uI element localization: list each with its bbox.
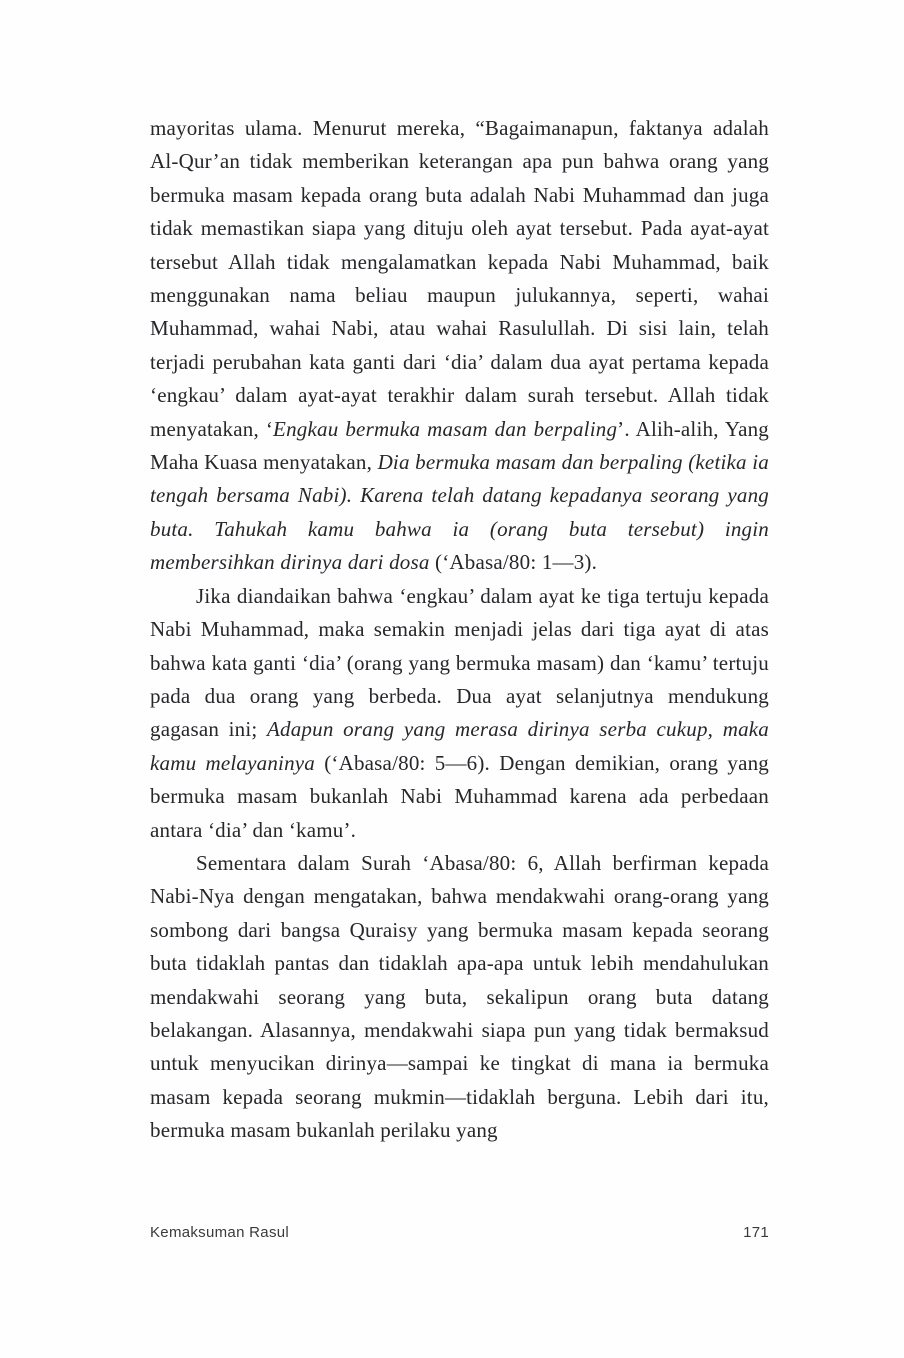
text-segment: mayoritas ulama. Menurut mereka, “Bagaimanapun, faktanya adalah Al-Qur’an tidak memberikan keterangan apa pun bahwa orang yang bermuka masam kepada orang buta adalah Nabi Muhammad dan juga tidak memastikan siapa yang dituju oleh ayat tersebut. Pada ayat-ayat tersebut Allah tidak mengalamatkan kepada Nabi Muhammad, baik menggunakan nama beliau maupun julukannya, seperti, wahai Muhammad, wahai Nabi, atau wahai Rasulullah. Di sisi lain, telah terjadi perubahan kata ganti dari ‘dia’ dalam dua ayat pertama kepada ‘engkau’ dalam ayat-ayat terakhir dalam surah tersebut. Allah tidak menyatakan, ‘ [150,116,769,441]
paragraph-3 [150,847,769,1148]
footer-running-title: Kemaksuman Rasul [150,1224,290,1241]
quran-quote-text: Engkau bermuka masam dan berpaling [273,416,618,441]
footer-page-number: 171 [743,1224,769,1241]
page-body-text [150,112,769,1148]
verse-reference: (‘Abasa/80: 1—3). [429,550,598,575]
text-segment: (‘Abasa/80: 5—6). Dengan demikian, orang yang bermuka masam bukanlah Nabi Muhammad karena ada perbedaan antara ‘dia’ dan ‘kamu’. [150,750,769,842]
text-segment: Sementara dalam Surah ‘Abasa/80: 6, Allah berfirman kepada Nabi-Nya dengan mengatakan, bahwa mendakwahi orang-orang yang sombong dari bangsa Quraisy yang bermuka masam kepada seorang buta tidaklah pantas dan tidaklah apa-apa untuk lebih mendahulukan mendakwahi seorang yang buta, sekalipun orang buta datang belakangan. Alasannya, mendakwahi siapa pun yang tidak bermaksud untuk menyucikan dirinya—sampai ke tingkat di mana ia bermuka masam kepada seorang mukmin—tidaklah berguna. Lebih dari itu, bermuka masam bukanlah perilaku yang [150,850,769,1143]
text-segment: ’. Alih-alih, Yang Maha Kuasa menyatakan, [150,416,769,475]
paragraph-2 [150,580,769,847]
quran-quote-text: Adapun orang yang merasa dirinya serba cukup, maka kamu melayaninya [150,717,769,775]
quran-quote-text: Dia bermuka masam dan berpaling (ketika ia tengah bersama Nabi). Karena telah datang kepadanya seorang yang buta. Tahukah kamu bahwa ia (orang buta tersebut) ingin membersihkan dirinya dari dosa [150,450,769,575]
page-footer [150,1224,769,1241]
paragraph-1 [150,112,769,580]
text-segment: Jika diandaikan bahwa ‘engkau’ dalam ayat ke tiga tertuju kepada Nabi Muhammad, maka semakin menjadi jelas dari tiga ayat di atas bahwa kata ganti ‘dia’ (orang yang bermuka masam) dan ‘kamu’ tertuju pada dua orang yang berbeda. Dua ayat selanjutnya mendukung gagasan ini; [150,583,769,742]
